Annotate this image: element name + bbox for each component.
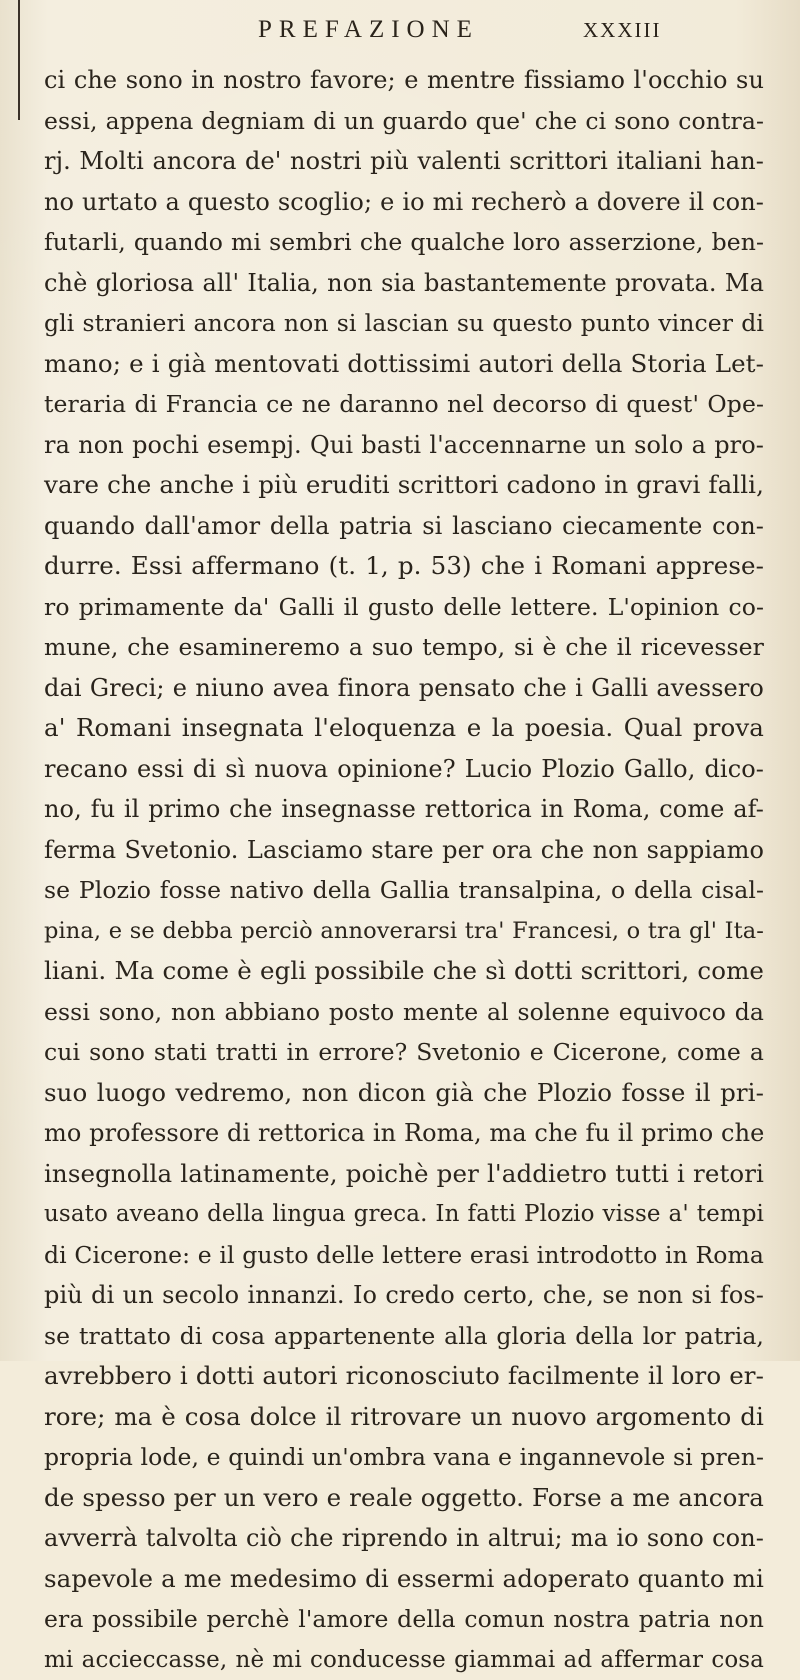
text-line: gli stranieri ancora non si lascian su questo punto vincer di [44, 303, 764, 344]
text-line: ro primamente da' Galli il gusto delle lettere. L'opinion co- [44, 587, 764, 628]
text-line: mi accieccasse, nè mi conducesse giammai ad affermar cosa [44, 1640, 764, 1680]
text-line: quando dall'amor della patria si lasciano ciecamente con- [44, 506, 764, 547]
text-line: suo luogo vedremo, non dicon già che Plozio fosse il pri- [44, 1073, 764, 1114]
text-line: rore; ma è cosa dolce il ritrovare un nuovo argomento di [44, 1397, 764, 1438]
text-line: no urtato a questo scoglio; e io mi recherò a dovere il con- [44, 182, 764, 223]
text-line: propria lode, e quindi un'ombra vana e ingannevole si pren- [44, 1437, 764, 1478]
text-line: essi sono, non abbiano posto mente al solenne equivoco da [44, 992, 764, 1033]
text-line: mano; e i già mentovati dottissimi autori della Storia Let- [44, 344, 764, 385]
text-line: sapevole a me medesimo di essermi adoperato quanto mi [44, 1559, 764, 1600]
text-line: ferma Svetonio. Lasciamo stare per ora che non sappiamo [44, 830, 764, 871]
body-text [44, 60, 764, 1680]
text-line: avverrà talvolta ciò che riprendo in altrui; ma io sono con- [44, 1518, 764, 1559]
text-line: teraria di Francia ce ne daranno nel decorso di quest' Ope- [44, 384, 764, 425]
text-line: ci che sono in nostro favore; e mentre fissiamo l'occhio su [44, 60, 764, 101]
text-line: dai Greci; e niuno avea finora pensato che i Galli avessero [44, 668, 764, 709]
text-line: insegnolla latinamente, poichè per l'addietro tutti i retori [44, 1154, 764, 1195]
text-line: pina, e se debba perciò annoverarsi tra' Francesi, o tra gl' Ita- [44, 911, 764, 952]
page-header [0, 8, 800, 48]
text-line: rj. Molti ancora de' nostri più valenti scrittori italiani han- [44, 141, 764, 182]
text-line: più di un secolo innanzi. Io credo certo, che, se non si fos- [44, 1275, 764, 1316]
text-line: no, fu il primo che insegnasse rettorica in Roma, come af- [44, 789, 764, 830]
text-line: se trattato di cosa appartenente alla gloria della lor patria, [44, 1316, 764, 1357]
text-line: cui sono stati tratti in errore? Svetonio e Cicerone, come a [44, 1032, 764, 1073]
text-line: essi, appena degniam di un guardo que' che ci sono contra- [44, 101, 764, 142]
text-line: di Cicerone: e il gusto delle lettere erasi introdotto in Roma [44, 1235, 764, 1276]
text-line: mo professore di rettorica in Roma, ma che fu il primo che [44, 1113, 764, 1154]
text-line: chè gloriosa all' Italia, non sia bastantemente provata. Ma [44, 263, 764, 304]
text-line: de spesso per un vero e reale oggetto. Forse a me ancora [44, 1478, 764, 1519]
text-line: recano essi di sì nuova opinione? Lucio Plozio Gallo, dico- [44, 749, 764, 790]
text-line: avrebbero i dotti autori riconosciuto facilmente il loro er- [44, 1356, 764, 1397]
text-line: vare che anche i più eruditi scrittori cadono in gravi falli, [44, 465, 764, 506]
text-line: a' Romani insegnata l'eloquenza e la poesia. Qual prova [44, 708, 764, 749]
text-line: ra non pochi esempj. Qui basti l'accennarne un solo a pro- [44, 425, 764, 466]
text-line: liani. Ma come è egli possibile che sì dotti scrittori, come [44, 951, 764, 992]
text-line: futarli, quando mi sembri che qualche loro asserzione, ben- [44, 222, 764, 263]
page-number: XXXIII [583, 18, 661, 43]
text-line: usato aveano della lingua greca. In fatti Plozio visse a' tempi [44, 1194, 764, 1235]
running-title: PREFAZIONE [258, 16, 479, 44]
text-line: mune, che esamineremo a suo tempo, si è che il ricevesser [44, 627, 764, 668]
text-line: era possibile perchè l'amore della comun nostra patria non [44, 1599, 764, 1640]
text-line: se Plozio fosse nativo della Gallia transalpina, o della cisal- [44, 870, 764, 911]
text-line: durre. Essi affermano (t. 1, p. 53) che i Romani apprese- [44, 546, 764, 587]
